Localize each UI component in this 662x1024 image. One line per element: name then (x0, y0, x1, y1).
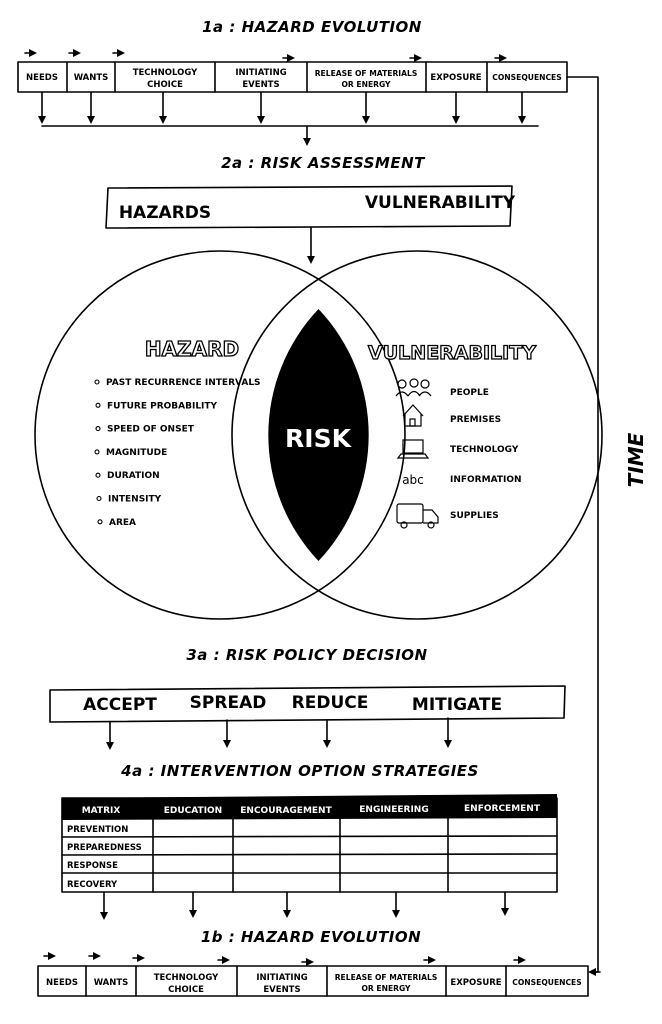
matrix-header-engineering: ENGINEERING (359, 805, 429, 815)
step-1b-release: RELEASE OF MATERIALS (334, 973, 438, 982)
step-initiating: INITIATING (235, 68, 287, 78)
time-label: TIME (624, 432, 648, 488)
abc-icon: abc (402, 473, 424, 487)
hazard-bullet (98, 520, 102, 524)
hazard-item: SPEED OF ONSET (107, 424, 194, 435)
hazard-bullet (96, 427, 100, 431)
step-needs: NEEDS (26, 73, 58, 83)
flow-arrows-top-1a (25, 53, 503, 58)
vuln-people: PEOPLE (450, 388, 489, 398)
vuln-supplies: SUPPLIES (450, 511, 499, 521)
matrix-row-preparedness: PREPAREDNESS (67, 843, 142, 853)
step-1b-consequences: CONSEQUENCES (512, 978, 582, 987)
step-1b-initiating: INITIATING (256, 973, 308, 983)
option-reduce: REDUCE (291, 693, 369, 713)
hazard-item: PAST RECURRENCE INTERVALS (106, 378, 261, 388)
step-1b-needs: NEEDS (46, 978, 78, 988)
vulnerability-heading: VULNERABILITY (368, 342, 536, 364)
hazard-bullet (95, 450, 99, 454)
option-mitigate: MITIGATE (411, 695, 503, 715)
step-wants: WANTS (73, 73, 109, 83)
step-exposure: EXPOSURE (430, 73, 482, 83)
matrix-row-recovery: RECOVERY (67, 880, 118, 890)
hazard-item: DURATION (107, 471, 160, 482)
step-1b-exposure: EXPOSURE (450, 978, 502, 988)
intervention-matrix (62, 794, 557, 916)
matrix-header-matrix: MATRIX (81, 806, 121, 816)
step-events: EVENTS (242, 80, 280, 90)
box-hazards-label: HAZARDS (118, 203, 212, 223)
section-3a-title: 3a : RISK POLICY DECISION (186, 646, 428, 664)
section-2a-title: 2a : RISK ASSESSMENT (221, 154, 425, 172)
hazard-heading: HAZARD (144, 337, 240, 361)
section-4a-title: 4a : INTERVENTION OPTION STRATEGIES (121, 762, 479, 780)
hazard-bullet (96, 403, 100, 407)
hazard-bullet (95, 380, 99, 384)
risk-label: RISK (285, 424, 351, 453)
hazard-item: INTENSITY (108, 494, 162, 505)
matrix-header-encouragement: ENCOURAGEMENT (240, 806, 332, 816)
matrix-header-enforcement: ENFORCEMENT (464, 804, 540, 814)
drop-arrows-1a (42, 92, 538, 142)
step-1b-choice: CHOICE (168, 985, 204, 995)
hazard-item: MAGNITUDE (106, 447, 168, 458)
step-1b-technology: TECHNOLOGY (153, 973, 219, 983)
step-1b-events: EVENTS (263, 985, 301, 995)
vuln-information: INFORMATION (450, 475, 522, 485)
matrix-header-education: EDUCATION (163, 806, 223, 816)
house-icon (403, 405, 423, 426)
evolution-chain-1a (18, 53, 567, 142)
laptop-icon (398, 440, 428, 458)
section-1a-title: 1a : HAZARD EVOLUTION (202, 18, 422, 36)
hazards-vulnerability-box (106, 186, 516, 260)
step-release: RELEASE OF MATERIALS (314, 69, 418, 78)
vuln-technology: TECHNOLOGY (450, 445, 519, 455)
step-choice: CHOICE (147, 80, 183, 90)
hazard-item: AREA (109, 517, 137, 528)
hazard-bullet (97, 497, 101, 501)
people-icon (396, 379, 431, 396)
hazard-bullet (96, 473, 100, 477)
policy-options-box (50, 686, 565, 746)
evolution-chain-1b (38, 956, 588, 996)
step-energy: OR ENERGY (341, 80, 391, 89)
vuln-premises: PREMISES (450, 415, 502, 425)
step-technology: TECHNOLOGY (132, 68, 198, 78)
step-consequences: CONSEQUENCES (492, 73, 562, 82)
truck-icon (397, 504, 438, 528)
section-1b-title: 1b : HAZARD EVOLUTION (200, 928, 422, 946)
hazard-item: FUTURE PROBABILITY (107, 401, 218, 412)
option-accept: ACCEPT (83, 695, 157, 715)
box-vulnerability-label: VULNERABILITY (364, 193, 516, 213)
matrix-row-prevention: PREVENTION (67, 825, 129, 835)
flow-arrows-top-1b (44, 956, 522, 962)
step-1b-wants: WANTS (93, 978, 129, 988)
step-1b-energy: OR ENERGY (361, 984, 411, 993)
option-spread: SPREAD (189, 693, 267, 713)
matrix-row-response: RESPONSE (67, 861, 118, 871)
risk-venn-diagram (35, 251, 602, 619)
